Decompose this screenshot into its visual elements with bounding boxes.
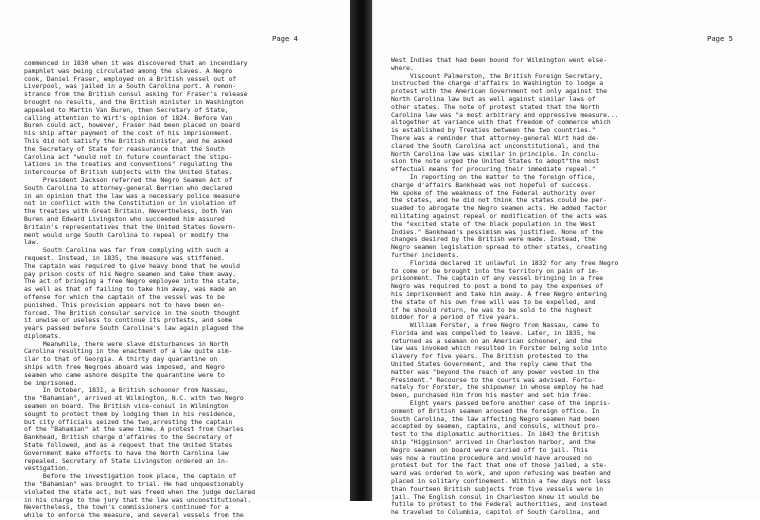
text-line: Florida declared it unlawful in 1832 for any free Negro xyxy=(391,258,619,267)
text-line: the "excited state of the black population in the West xyxy=(391,219,596,228)
text-line: militating against repeal or modification of the acts was xyxy=(391,211,607,220)
text-line: to come or be brought into the territory on pain of im- xyxy=(391,266,600,275)
text-line: There was a reminder that attorney-general Wirt had de- xyxy=(391,133,600,142)
text-line: Government make efforts to have the North Carolina law xyxy=(24,448,229,457)
text-line: diplomats. xyxy=(24,331,62,340)
text-line: prisonment. The captain of any vessel bringing in a free xyxy=(391,274,604,283)
text-line: President." Recourse to the courts was advised. Fortu- xyxy=(391,375,596,384)
text-line: nately for Forster, the shipowner in whose employ he had xyxy=(391,383,604,392)
text-line: his imprisonment and take him away. A free Negro entering xyxy=(391,289,607,298)
text-line: South Carolina was far from complying with such a xyxy=(24,246,229,255)
text-line: sought to protect them by lodging them in his residence, xyxy=(24,409,237,418)
text-line: punished. This provision appears not to have been en- xyxy=(24,300,225,309)
text-line: South Carolina to attorney-general Berrien who declared xyxy=(24,183,233,192)
text-line: seamen who came ashore despite the quarantine were to xyxy=(24,370,225,379)
text-line: Viscount Palmerston, the British Foreign Secretary, xyxy=(391,71,604,80)
text-line: other states. The note of protest stated that the North xyxy=(391,102,600,111)
text-line: violated the state act, but was freed when the judge declared xyxy=(24,487,256,496)
text-line: sion the note urged the United States to adopt"the most xyxy=(391,157,600,166)
text-line: where. xyxy=(391,63,414,72)
text-line: of the "Bahamian" at the same time. A protest from Charles xyxy=(24,425,244,434)
text-line: offense for which the captain of the vessel was to be xyxy=(24,292,225,301)
text-line: Buren and Edward Livingston who succeeded him assured xyxy=(24,214,225,223)
right-page-number: Page 5 xyxy=(707,34,733,43)
text-line: as well as that of failing to take him away, was made an xyxy=(24,285,237,294)
text-line: appealed to Martin Van Buren, then Secretary of State, xyxy=(24,105,229,114)
text-line: than fourteen British subjects from five vessels were in xyxy=(391,484,604,493)
text-line: onment of British seamen aroused the foreign office. In xyxy=(391,406,600,415)
text-line: but city officials seized the two,arresting the captain xyxy=(24,417,233,426)
text-line: changes desired by the British were made. Instead, the xyxy=(391,235,596,244)
right-page xyxy=(372,0,760,517)
text-line: ships with free Negroes aboard was imposed, and Negro xyxy=(24,363,225,372)
text-line: the Secretary of State for reassurance that the South xyxy=(24,144,225,153)
text-line: Meanwhile, there were slave disturbances in North xyxy=(24,339,229,348)
left-page-text xyxy=(24,60,255,520)
text-line: altogether at variance with that freedom of commerce which xyxy=(391,118,611,127)
text-line: his ship after payment of the cost of his imprisonment. xyxy=(24,129,233,138)
text-line: if he should return, he was to be sold to the highest xyxy=(391,305,592,314)
text-line: test to the diplomatic authorities. In 1843 the British xyxy=(391,430,600,439)
text-line: North Carolina law but as well against similar laws of xyxy=(391,94,596,103)
text-line: matter was "beyond the reach of any power vested in the xyxy=(391,367,600,376)
text-line: the treaties with Great Britain. Nevertheless, both Van xyxy=(24,207,233,216)
text-line: Britain's representatives that the United States Govern- xyxy=(24,222,237,231)
text-line: lations in the treaties and conventions" regulating the xyxy=(24,160,233,169)
text-line: Carolina resulting in the enactment of a law quite sim- xyxy=(24,347,233,356)
text-line: slavery for five years. The British protested to the xyxy=(391,352,588,361)
text-line: repealed. Secretary of State Livingston ordered an in- xyxy=(24,456,229,465)
text-line: futile to protest to the Federal authorities, and instead xyxy=(391,500,607,509)
text-line: law was invoked which resulted in Forster being sold into xyxy=(391,344,607,353)
text-line: suaded to abrogate the Negro seamen acts. He added factor xyxy=(391,204,607,213)
text-line: South Carolina, the law affecting Negro seamen had been xyxy=(391,414,600,423)
text-line: ment would urge South Carolina to repeal or modify the xyxy=(24,230,229,239)
text-line: vestigation. xyxy=(24,464,70,473)
text-line: pamphlet was being circulated among the slaves. A Negro xyxy=(24,66,233,75)
text-line: returned as a seaman on an American schooner, and the xyxy=(391,336,592,345)
text-line: Before the investigation took place, the captain of xyxy=(24,472,237,481)
text-line: Buren could act, however, Fraser had been placed on board xyxy=(24,121,240,130)
text-line: Florida and was compelled to leave. Later, in 1835, he xyxy=(391,328,596,337)
text-line: protest with the American Government not only against the xyxy=(391,87,607,96)
text-line: the "Bahamian", arrived at Wilmington, N.C. with two Negro xyxy=(24,394,244,403)
text-line: was now a routine procedure and would have aroused no xyxy=(391,453,592,462)
text-line: charge d'affairs Bankhead was not hopeful of success. xyxy=(391,180,592,189)
text-line: in an opinion that the law was a necessary police measure xyxy=(24,191,240,200)
text-line: while to enforce the measure, and several vessels from the xyxy=(24,511,244,520)
right-page-text xyxy=(391,57,618,517)
text-line: Indies." Bankhead's pessimism was justified. None of the xyxy=(391,227,604,236)
text-line: President Jackson referred the Negro Seamen Act of xyxy=(24,175,233,184)
text-line: law. xyxy=(24,238,40,247)
left-page-number: Page 4 xyxy=(272,34,298,43)
text-line: ilar to that of Georgia. A thirty day quarantine on xyxy=(24,355,218,364)
text-line: intercourse of British subjects with the United States. xyxy=(24,168,233,177)
text-line: Eight years passed before another case of the impris- xyxy=(391,399,611,408)
text-line: strance from the British consul asking for Fraser's release xyxy=(24,90,248,99)
text-line: ward was ordered to work, and upon refusing was beaten and xyxy=(391,469,611,478)
text-line: Negro seamen on board were carried off to jail. This xyxy=(391,445,588,454)
text-line: Bankhead, British charge d'affaires to the Secretary of xyxy=(24,433,233,442)
text-line: Negro seamen legislation spread to other states, creating xyxy=(391,243,607,252)
text-line: In reporting on the matter to the foreign office, xyxy=(391,172,596,181)
text-line: Liverpool, was jailed in a South Carolina port. A remon- xyxy=(24,82,237,91)
left-page xyxy=(0,0,351,520)
text-line: United States Government, and the reply came that the xyxy=(391,360,592,369)
book-gutter xyxy=(350,0,372,501)
text-line: the "Bahamian" was brought to trial. He had unquestionably xyxy=(24,480,244,489)
text-line: jail. The English consul in Charleston knew it would be xyxy=(391,492,600,501)
text-line: be imprisoned. xyxy=(24,378,78,387)
text-line: effectual means for procuring their immediate repeal." xyxy=(391,165,596,174)
text-line: is established by Treaties between the two countries." xyxy=(391,126,596,135)
text-line: clared the South Carolina act unconstitutional, and the xyxy=(391,141,600,150)
text-line: seamen on board. The British vice-consul in Wilmington xyxy=(24,402,229,411)
text-line: This did not satisfy the British minister, and he asked xyxy=(24,136,233,145)
text-line: The captain was required to give heavy bond that he would xyxy=(24,261,240,270)
text-line: cook, Daniel Fraser, employed on a British vessel out of xyxy=(24,74,237,83)
text-line: commenced in 1830 when it was discovered that an incendiary xyxy=(24,59,248,67)
text-line: further incidents. xyxy=(391,250,460,259)
text-line: He spoke of the weakness of the Federal authority over xyxy=(391,188,596,197)
text-line: not in conflict with the Constitution or in violation of xyxy=(24,199,237,208)
text-line: Nevertheless, the town's commissioners continued for a xyxy=(24,503,229,512)
text-line: request. Instead, in 1835, the measure was stiffened. xyxy=(24,253,225,262)
text-line: accepted by seamen, captains, and consuls, without pro- xyxy=(391,422,600,431)
text-line: years passed before South Carolina's law again plagued the xyxy=(24,324,244,333)
text-line: placed in solitary confinement. Within a few days not less xyxy=(391,477,611,486)
text-line: it unwise or useless to continue its protests, and some xyxy=(24,316,233,325)
text-line: ship "Higginson" arrived in Charleston harbor, and the xyxy=(391,438,596,447)
text-line: in his charge to the jury that the law was unconstitutional. xyxy=(24,495,252,504)
text-line: Carolina law was "a most arbitrary and oppressive measure... xyxy=(391,110,619,119)
text-line: bidder for a period of five years. xyxy=(391,313,520,322)
text-line: William Forster, a free Negro from Nassau, came to xyxy=(391,321,600,330)
text-line: State followed, and as a request that the United States xyxy=(24,441,233,450)
text-line: he traveled to Columbia, capitol of South Carolina, and xyxy=(391,508,600,517)
text-line: West Indies that had been bound for Wilmington went else- xyxy=(391,56,607,64)
text-line: the state of his own free will was to be expelled, and xyxy=(391,297,596,306)
text-line: forced. The British consular service in the south thought xyxy=(24,308,240,317)
text-line: pay prison costs of his Negro seamen and take them away. xyxy=(24,269,237,278)
text-line: In October, 1831, a British schooner from Nassau, xyxy=(24,386,229,395)
text-line: Negro was required to post a bond to pay the expenses of xyxy=(391,282,604,291)
text-line: been, purchased him from his master and set him free. xyxy=(391,391,592,400)
text-line: instructed the charge d'affairs in Washington to lodge a xyxy=(391,79,604,88)
text-line: calling attention to Wirt's opinion of 1824. Before Van xyxy=(24,113,233,122)
text-line: the states, and he did not think the states could be per- xyxy=(391,196,607,205)
text-line: protest but for the fact that one of those jailed, a ste- xyxy=(391,461,607,470)
text-line: Carolina act "would not in future counteract the stipu- xyxy=(24,152,233,161)
text-line: The act of bringing a free Negro employee into the state, xyxy=(24,277,240,286)
text-line: brought no results, and the British minister in Washington xyxy=(24,97,244,106)
text-line: North Carolina law was similar in principle. In conclu- xyxy=(391,149,600,158)
